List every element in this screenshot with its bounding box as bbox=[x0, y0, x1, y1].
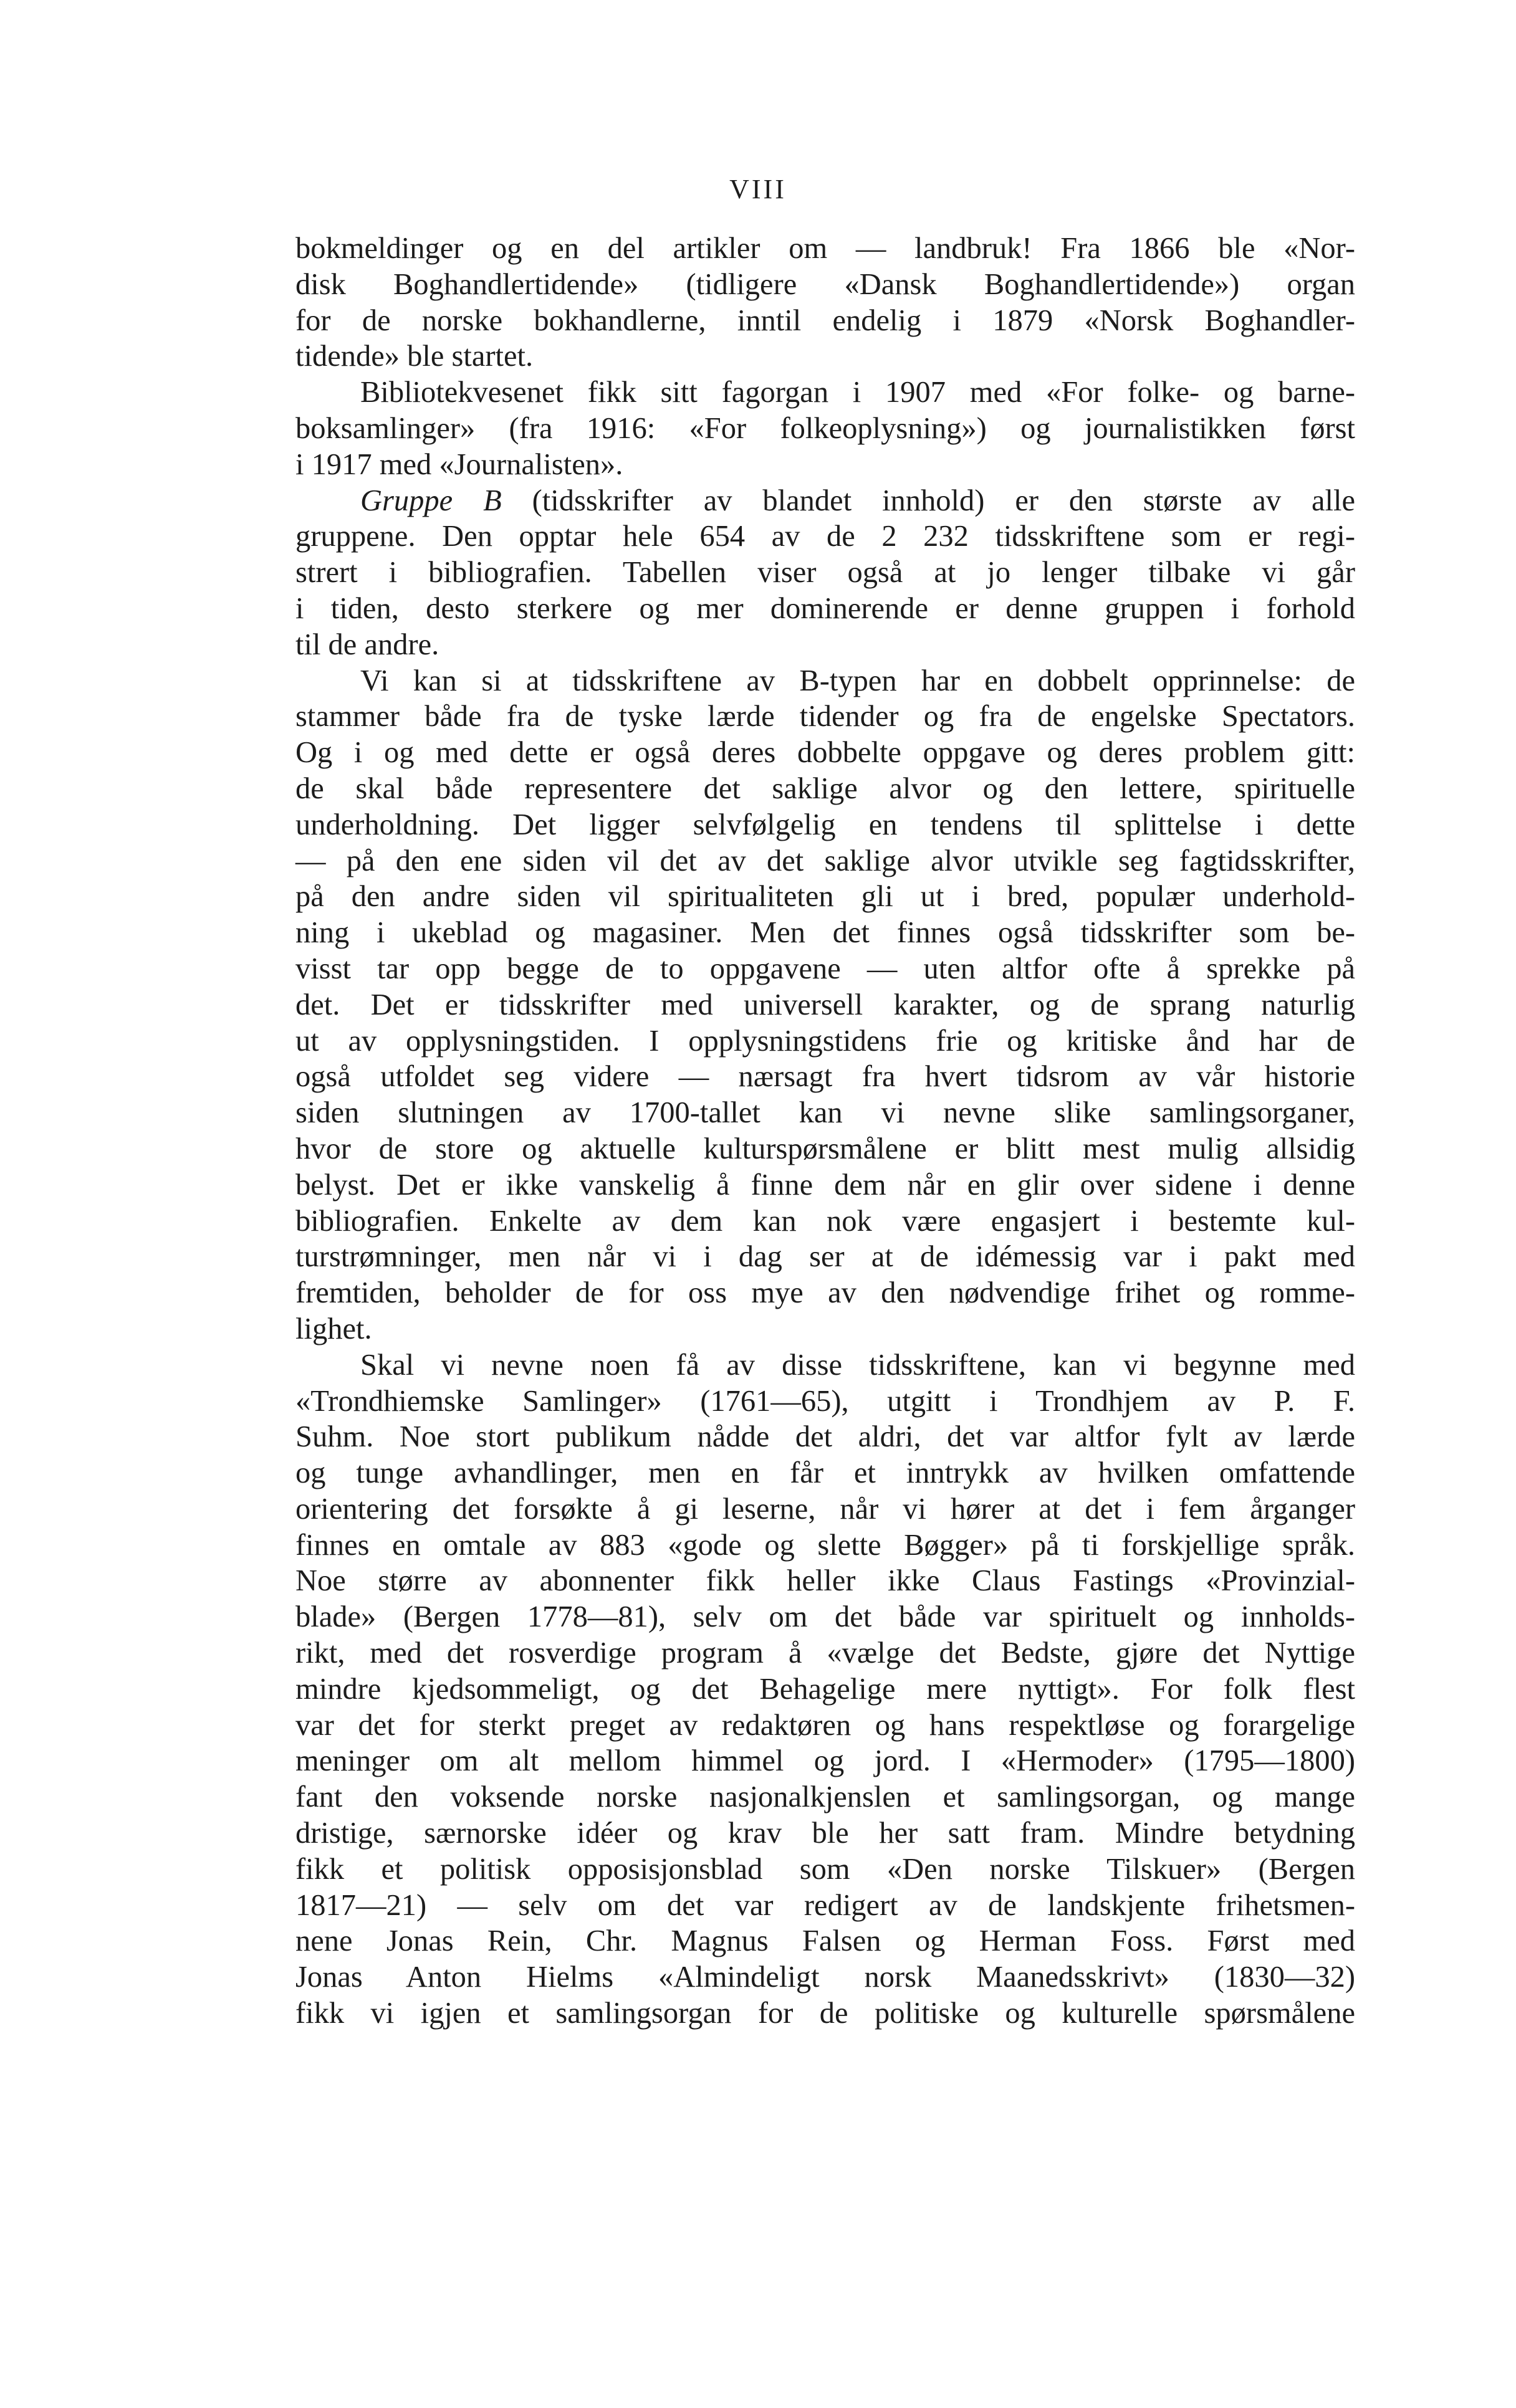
text-line: finnes en omtale av 883 «gode og slette Bøgger» på ti forskjellige språk. bbox=[295, 1528, 1355, 1562]
paragraph bbox=[295, 231, 1355, 375]
text-line: bokmeldinger og en del artikler om — landbruk! Fra 1866 ble «Nor- bbox=[295, 232, 1355, 265]
text-line: orientering det forsøkte å gi leserne, når vi hører at det i fem årganger bbox=[295, 1492, 1355, 1526]
text-line: — på den ene siden vil det av det saklige alvor utvikle seg fagtidsskrifter, bbox=[295, 844, 1355, 877]
text-line: gruppene. Den opptar hele 654 av de 2 232 tidsskriftene som er regi- bbox=[295, 520, 1355, 553]
paragraph bbox=[295, 483, 1355, 663]
text-line: meninger om alt mellom himmel og jord. I «Hermoder» (1795—1800) bbox=[295, 1744, 1355, 1778]
text-line: i tiden, desto sterkere og mer dominerende er denne gruppen i forhold bbox=[295, 591, 1355, 625]
text-line: Skal vi nevne noen få av disse tidsskriftene, kan vi begynne med bbox=[360, 1348, 1355, 1382]
text-line: i 1917 med «Journalisten». bbox=[295, 447, 623, 481]
italic-lead: Gruppe B bbox=[360, 484, 502, 517]
text-line: belyst. Det er ikke vanskelig å finne dem når en glir over sidene i denne bbox=[295, 1168, 1355, 1202]
paragraph bbox=[295, 1347, 1355, 2032]
text-line: Noe større av abonnenter fikk heller ikke Claus Fastings «Provinzial- bbox=[295, 1564, 1355, 1598]
text-line: til de andre. bbox=[295, 628, 439, 661]
text-line: bibliografien. Enkelte av dem kan nok være engasjert i bestemte kul- bbox=[295, 1204, 1355, 1238]
text-line: underholdning. Det ligger selvfølgelig en tendens til splittelse i dette bbox=[295, 808, 1355, 841]
text-line: stammer både fra de tyske lærde tidender og fra de engelske Spectators. bbox=[295, 700, 1355, 733]
text-line: strert i bibliografien. Tabellen viser også at jo lenger tilbake vi går bbox=[295, 556, 1355, 590]
text-line: Og i og med dette er også deres dobbelte oppgave og deres problem gitt: bbox=[295, 736, 1355, 770]
text-line bbox=[295, 483, 1355, 519]
text-line: visst tar opp begge de to oppgavene — uten altfor ofte å sprekke på bbox=[295, 952, 1355, 985]
text-line: Vi kan si at tidsskriftene av B-typen har en dobbelt opprinnelse: de bbox=[360, 664, 1355, 697]
text-line: ut av opplysningstiden. I opplysningstidens frie og kritiske ånd har de bbox=[295, 1024, 1355, 1058]
paragraph bbox=[295, 375, 1355, 482]
text-line: fremtiden, beholder de for oss mye av den nødvendige frihet og romme- bbox=[295, 1276, 1355, 1310]
text-line: fikk et politisk opposisjonsblad som «Den norske Tilskuer» (Bergen bbox=[295, 1852, 1355, 1886]
text-line: Suhm. Noe stort publikum nådde det aldri, det var altfor fylt av lærde bbox=[295, 1420, 1355, 1454]
text-line: fant den voksende norske nasjonalkjenslen et samlingsorgan, og mange bbox=[295, 1780, 1355, 1814]
text-line: disk Boghandlertidende» (tidligere «Dansk Boghandlertidende») organ bbox=[295, 267, 1355, 301]
text-line: også utfoldet seg videre — nærsagt fra hvert tidsrom av vår historie bbox=[295, 1060, 1355, 1094]
text-line: turstrømninger, men når vi i dag ser at de idémessig var i pakt med bbox=[295, 1240, 1355, 1274]
text-line: var det for sterkt preget av redaktøren og hans respektløse og forargelige bbox=[295, 1708, 1355, 1742]
text-line: fikk vi igjen et samlingsorgan for de politiske og kulturelle spørsmålene bbox=[295, 1997, 1355, 2030]
text-line: Bibliotekvesenet fikk sitt fagorgan i 1907 med «For folke- og barne- bbox=[360, 376, 1355, 409]
page-number: VIII bbox=[729, 174, 787, 204]
text-line: dristige, særnorske idéer og krav ble her satt fram. Mindre betydning bbox=[295, 1817, 1355, 1850]
text-line: og tunge avhandlinger, men en får et inntrykk av hvilken omfattende bbox=[295, 1456, 1355, 1490]
text-line: tidende» ble startet. bbox=[295, 340, 534, 373]
text-line: de skal både representere det saklige alvor og den lettere, spirituelle bbox=[295, 772, 1355, 805]
text-line: på den andre siden vil spiritualiteten gli ut i bred, populær underhold- bbox=[295, 880, 1355, 914]
text-line: det. Det er tidsskrifter med universell karakter, og de sprang naturlig bbox=[295, 988, 1355, 1021]
text-line: lighet. bbox=[295, 1312, 372, 1345]
text-line: boksamlinger» (fra 1916: «For folkeoplysning») og journalistikken først bbox=[295, 411, 1355, 445]
text-line: nene Jonas Rein, Chr. Magnus Falsen og Herman Foss. Først med bbox=[295, 1924, 1355, 1958]
text-line: hvor de store og aktuelle kulturspørsmålene er blitt mest mulig allsidig bbox=[295, 1132, 1355, 1165]
text-line: Jonas Anton Hielms «Almindeligt norsk Maanedsskrivt» (1830—32) bbox=[295, 1961, 1355, 1994]
text-line: siden slutningen av 1700-tallet kan vi nevne slike samlingsorganer, bbox=[295, 1096, 1355, 1130]
text-line: mindre kjedsommeligt, og det Behagelige mere nyttigt». For folk flest bbox=[295, 1672, 1355, 1706]
line-text: (tidsskrifter av blandet innhold) er den største av alle bbox=[501, 484, 1355, 517]
text-line: for de norske bokhandlerne, inntil endelig i 1879 «Norsk Boghandler- bbox=[295, 303, 1355, 337]
text-line: blade» (Bergen 1778—81), selv om det både var spirituelt og innholds- bbox=[295, 1600, 1355, 1634]
text-line: «Trondhiemske Samlinger» (1761—65), utgitt i Trondhjem av P. F. bbox=[295, 1384, 1355, 1418]
text-line: rikt, med det rosverdige program å «vælge det Bedste, gjøre det Nyttige bbox=[295, 1636, 1355, 1670]
text-line: 1817—21) — selv om det var redigert av de landskjente frihetsmen- bbox=[295, 1888, 1355, 1922]
paragraph bbox=[295, 663, 1355, 1347]
body-text bbox=[295, 231, 1355, 2032]
text-line: ning i ukeblad og magasiner. Men det finnes også tidsskrifter som be- bbox=[295, 916, 1355, 950]
